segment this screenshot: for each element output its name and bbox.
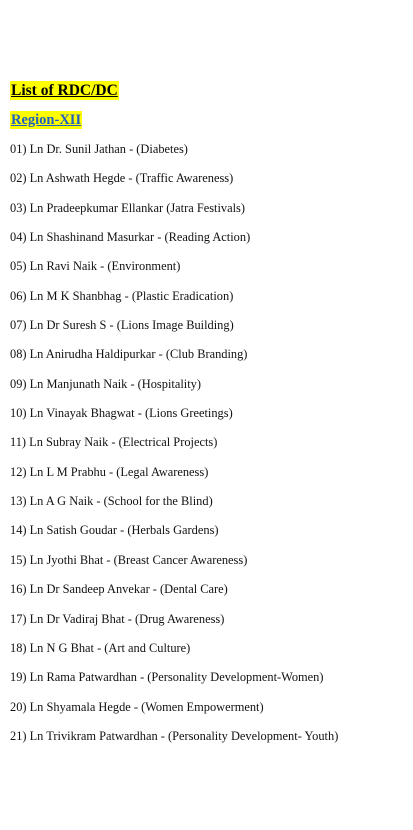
list-item: 10) Ln Vinayak Bhagwat - (Lions Greetings) (10, 406, 233, 421)
list-item: 13) Ln A G Naik - (School for the Blind) (10, 494, 213, 509)
list-item: 18) Ln N G Bhat - (Art and Culture) (10, 640, 191, 655)
list-item: 08) Ln Anirudha Haldipurkar - (Club Branding) (10, 347, 248, 362)
list-item: 04) Ln Shashinand Masurkar - (Reading Action) (10, 230, 251, 245)
title-line (10, 80, 405, 100)
list-item: 02) Ln Ashwath Hegde - (Traffic Awareness) (10, 171, 234, 186)
list-item: 03) Ln Pradeepkumar Ellankar (Jatra Festivals) (10, 200, 245, 215)
list-item: 01) Ln Dr. Sunil Jathan - (Diabetes) (10, 142, 188, 156)
list-item: 06) Ln M K Shanbhag - (Plastic Eradication) (10, 288, 234, 303)
document-page (10, 80, 405, 757)
region-line (10, 100, 405, 129)
list-item: 16) Ln Dr Sandeep Anvekar - (Dental Care) (10, 582, 228, 597)
list-item: 09) Ln Manjunath Naik - (Hospitality) (10, 376, 201, 391)
list-item: 12) Ln L M Prabhu - (Legal Awareness) (10, 464, 209, 479)
list-item: 20) Ln Shyamala Hegde - (Women Empowerment) (10, 699, 264, 714)
list-item: 15) Ln Jyothi Bhat - (Breast Cancer Awareness) (10, 552, 248, 567)
list-item: 14) Ln Satish Goudar - (Herbals Gardens) (10, 523, 219, 538)
rdc-dc-list (10, 141, 405, 757)
document-title: List of RDC/DC (11, 82, 118, 99)
list-item: 17) Ln Dr Vadiraj Bhat - (Drug Awareness) (10, 611, 225, 626)
list-item: 21) Ln Trivikram Patwardhan - (Personality Development- Youth) (10, 728, 339, 743)
list-item: 05) Ln Ravi Naik - (Environment) (10, 259, 181, 274)
list-item: 11) Ln Subray Naik - (Electrical Projects) (10, 435, 218, 450)
list-item: 07) Ln Dr Suresh S - (Lions Image Building) (10, 318, 234, 333)
region-heading: Region-XII (11, 112, 82, 128)
list-item: 19) Ln Rama Patwardhan - (Personality Development-Women) (10, 670, 324, 685)
